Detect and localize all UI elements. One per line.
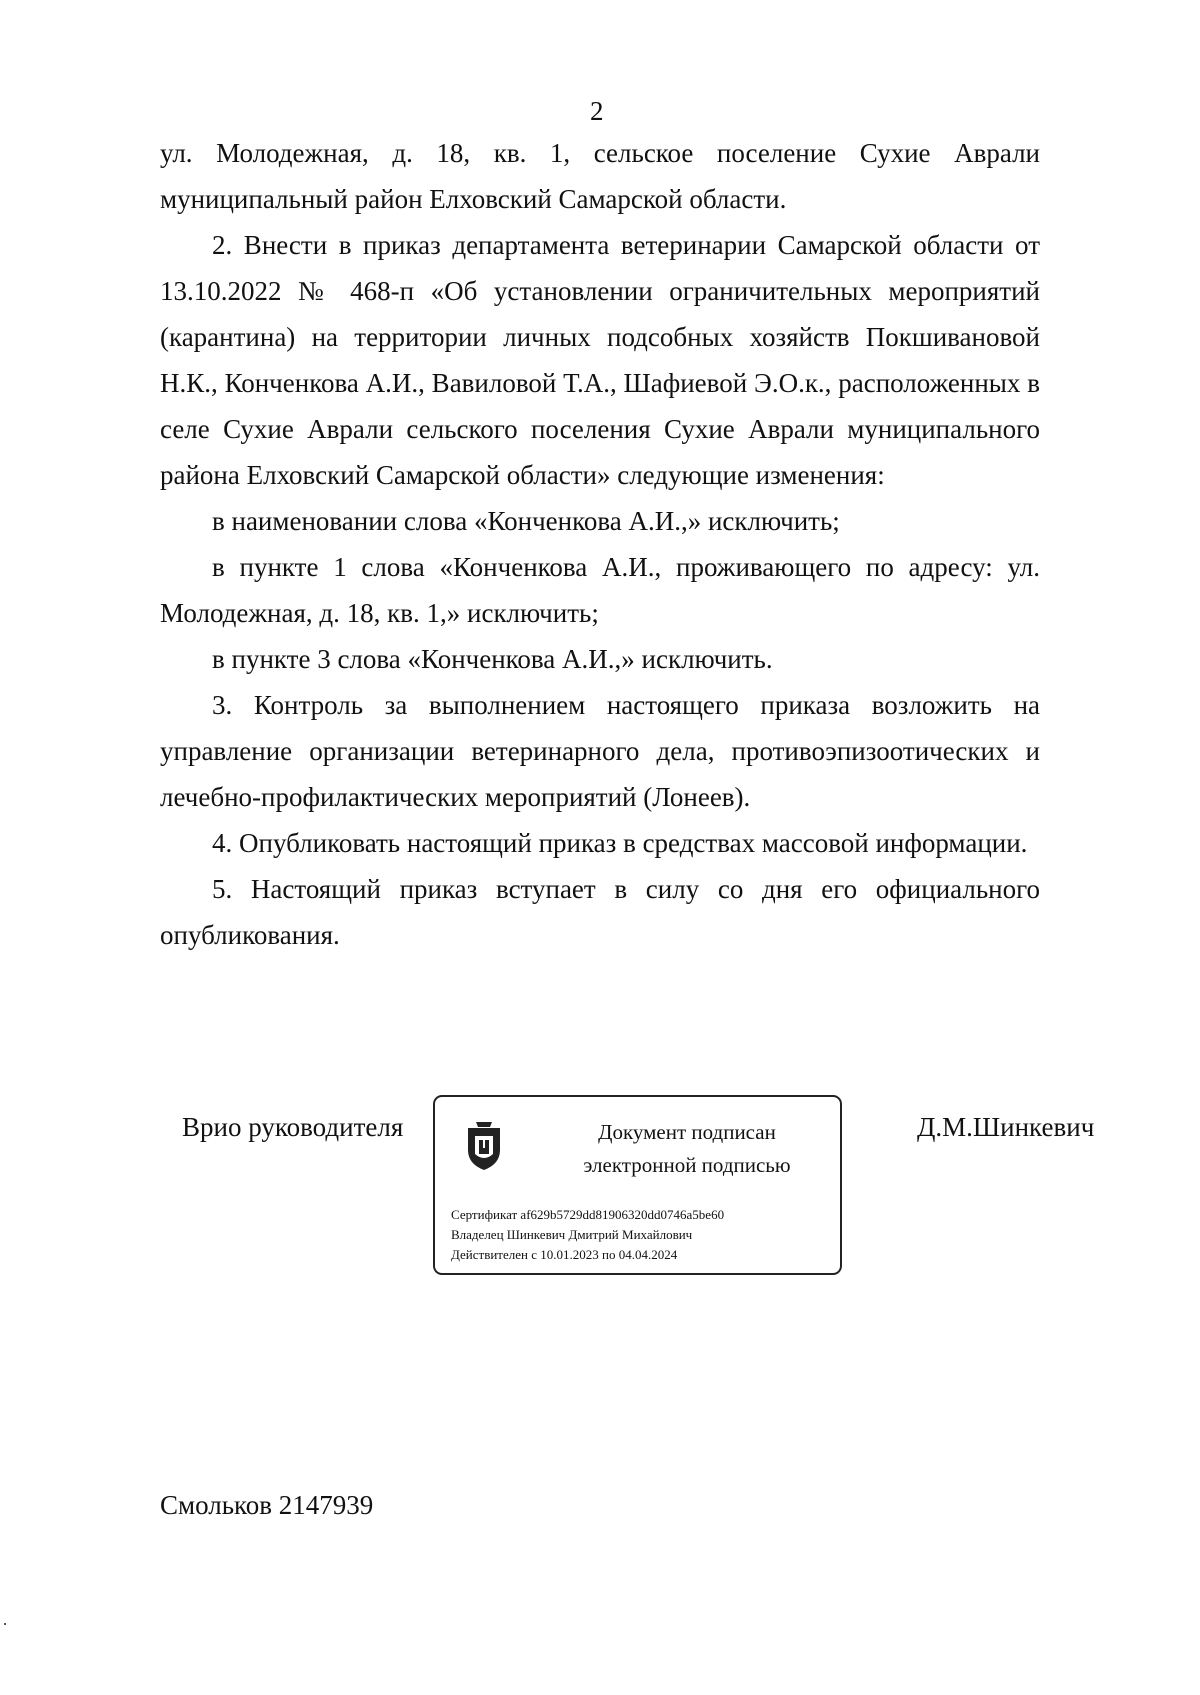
paragraph-item-2: 2. Внести в приказ департамента ветеринарии Самарской области от 13.10.2022 № 468-п «Об установлении ограничительных мероприятий (карантина) на территории личных подсобных хозяйств Покшивановой Н.К., Конченкова А.И., Вавиловой Т.А., Шафиевой Э.О.к., расположенных в селе Сухие Аврали сельского поселения Сухие Аврали муниципального района Елховский Самарской области» следующие изменения: xyxy=(160,230,1040,490)
stamp-title-line-2: электронной подписью xyxy=(583,1153,791,1177)
stamp-details xyxy=(451,1205,724,1265)
paragraph-change-point-3: в пункте 3 слова «Конченкова А.И.,» исключить. xyxy=(212,644,773,674)
stamp-title xyxy=(555,1116,819,1182)
paragraph-item-3: 3. Контроль за выполнением настоящего приказа возложить на управление организации ветеринарного дела, противоэпизоотических и лечебно-профилактических мероприятий (Лонеев). xyxy=(160,690,1040,812)
paragraph-change-name: в наименовании слова «Конченкова А.И.,» исключить; xyxy=(212,506,840,536)
paragraph-change-point-1: в пункте 1 слова «Конченкова А.И., проживающего по адресу: ул. Молодежная, д. 18, кв. 1,» исключить; xyxy=(160,552,1040,628)
paragraph-item-5: 5. Настоящий приказ вступает в силу со дня его официального опубликования. xyxy=(160,874,1040,950)
stamp-owner: Владелец Шинкевич Дмитрий Михайлович xyxy=(451,1227,693,1242)
stamp-title-line-1: Документ подписан xyxy=(598,1120,776,1144)
stamp-certificate: Сертификат af629b5729dd81906320dd0746a5be60 xyxy=(451,1207,725,1222)
electronic-signature-stamp xyxy=(433,1095,842,1275)
signer-position: Врио руководителя xyxy=(182,1112,404,1142)
page-number: 2 xyxy=(590,96,604,126)
paragraph-item-4: 4. Опубликовать настоящий приказ в средствах массовой информации. xyxy=(212,828,1028,858)
scan-speck xyxy=(4,1623,6,1625)
signer-name: Д.М.Шинкевич xyxy=(917,1112,1095,1142)
executor-note: Смольков 2147939 xyxy=(160,1490,374,1520)
paragraph-address: ул. Молодежная, д. 18, кв. 1, сельское поселение Сухие Аврали муниципальный район Елховский Самарской области. xyxy=(160,138,1040,214)
stamp-validity: Действителен с 10.01.2023 по 04.04.2024 xyxy=(451,1247,678,1262)
coat-of-arms-icon xyxy=(462,1120,506,1172)
